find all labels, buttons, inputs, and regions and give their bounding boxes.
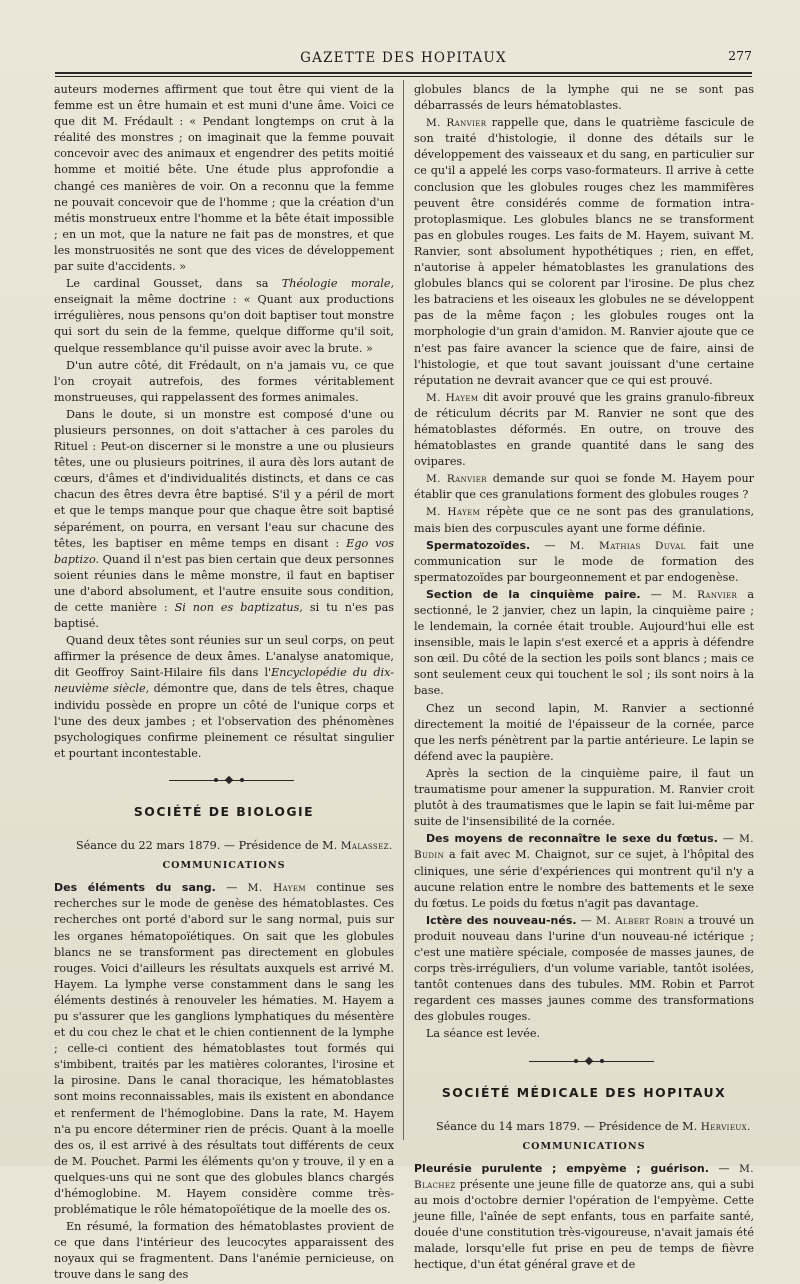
text: enseignait la même doctrine : « Quant aux productions irrégulières, nous pensons qu'on doit baptiser tout monstre qui sort du sein de la femme, quelque difforme qu'il soit, quelque ressemblance qu'il puisse avoir avec la brute. » [54,293,394,355]
paragraph: En résumé, la formation des hématoblastes provient de ce que dans l'intérieur des leucocytes apparaissent des noyaux qui se fragmentent. Dans l'anémie pernicieuse, on trouve dans le sang des [54,1220,394,1282]
italic-title: Théologie morale, [281,277,395,291]
text: si tu n'es pas baptisé. [54,601,394,631]
paragraph [414,390,754,470]
page-header [55,42,752,72]
text: présente une jeune fille de quatorze ans, qui a subi au mois d'octobre dernier l'opération de l'empyème. Cette jeune fille, l'aînée de sept enfants, tous en parfaite santé, douée d'une constitution très-vigoureuse, n'avait jamais été malade, lorsqu'elle fut prise en peu de temps de fièvre hectique, d'un état général grave et de [414,1177,754,1272]
text: a fait avec M. Chaignot, sur ce sujet, à l'hôpital des cliniques, une série d'expériences qui montrent qu'il n'y a aucune relation entre le nombre des battements et le sexe du fœtus. Le poids du fœtus n'agit pas davantage. [414,848,754,910]
speaker-name: M. Ranvier [426,473,487,486]
paragraph: Des moyens de reconnaître le sexe du fœtus. — M. Budin a fait avec M. Chaignot, sur ce sujet, à l'hôpital des cliniques, une série d'expériences qui montrent qu'il n'y a aucune relation entre le nombre des battements et le sexe du fœtus. Le poids du fœtus n'agit pas davantage. [414,832,754,910]
paragraph: Chez un second lapin, M. Ranvier a sectionné directement la moitié de l'épaisseur de la cornée, parce que les nerfs pénètrent par la partie antérieure. Le lapin se défend avec la paupière. [414,701,754,763]
paragraph [54,880,394,1218]
paragraph [54,276,394,356]
paragraph: D'un autre côté, dit Frédault, on n'a jamais vu, ce que l'on croyait autrefois, des formes véritablement monstrueuses, qui rappelassent des formes animales. [54,358,394,404]
left-column [54,82,395,1282]
text: Séance du 22 mars 1879. — Présidence de M. [76,839,341,853]
header-rule-thick [55,72,752,74]
paragraph: Section de la cinquième paire. — M. Ranvier a sectionné, le 2 janvier, chez un lapin, la cinquième paire ; le lendemain, la cornée était trouble. Aujourd'hui elle est insensible, mais le lapin s'est exercé et a appris à défendre son œil. Du côté de la section les poils sont blancs ; mais ce sont seulement ceux qui touchent le sol ; ils sont noirs à la base. [414,587,755,698]
paragraph [54,633,394,762]
section-heading: SOCIÉTÉ MÉDICALE DES HOPITAUX [441,1084,727,1100]
subheading: COMMUNICATIONS [522,1140,646,1152]
speaker-name: M. Hayem [426,391,479,404]
separator-dot [240,778,244,782]
separator-dot [214,778,218,782]
president-name: Hervieux. [700,1120,751,1133]
speaker-name: M. Ranvier [671,588,738,601]
paragraph: Ictère des nouveau-nés. — M. Albert Robin a trouvé un produit nouveau dans l'urine d'un nouveau-né ictérique ; c'est une matière spéciale, composée de masses jaunes, de corps très-irréguliers, d'un volume variable, tantôt isolées, tantôt contenues dans des tubules. MM. Robin et Parrot regardent ces masses jaunes comme des transformations des globules rouges. [414,913,754,1024]
right-column [414,82,755,1272]
paragraph: auteurs modernes affirment que tout être qui vient de la femme est un être humain et est muni d'une âme. Voici ce que dit M. Frédault : « Pendant longtemps on crut à la réalité des monstres ; on imaginait que la femme pouvait concevoir avec des animaux et engendrer des petits moitié homme et moitié bête. Une étude plus approfondie a changé ces manières de voir. On a reconnu que la femme ne pouvait concevoir que de l'homme ; que la création d'un métis monstrueux entre l'homme et la bête était impossible ; en un mot, que la nature ne fait pas de monstres, et que les monstruosités ne sont que des vices de développement par suite d'accidents. » [54,83,394,274]
text: demande sur quoi se fonde M. Hayem pour établir que ces granulations forment des globules rouges ? [414,472,754,502]
header-rule-thin [55,76,752,77]
entry-heading: Des éléments du sang. [54,881,216,895]
paragraph [414,504,754,536]
entry-heading: Section de la cinquième paire. [426,587,641,601]
subheading: COMMUNICATIONS [162,860,286,872]
paragraph: Spermatozoïdes. — M. Mathias Duval fait une communication sur le mode de formation des spermatozoïdes par bourgeonnement et par endogenèse. [414,538,754,584]
entry-heading: Des moyens de reconnaître le sexe du fœtus. [426,832,718,846]
speaker-name: M. Mathias Duval [569,539,686,552]
paragraph [54,407,394,632]
section-separator [414,1053,754,1071]
paragraph: globules blancs de la lymphe qui ne se sont pas débarrassés de leurs hématoblastes. [414,83,754,113]
speaker-name: M. Albert Robin [595,914,684,927]
text: répète que ce ne sont pas des granulations, mais bien des corpuscules ayant une forme définie. [414,505,754,535]
speaker-name: M. Blachez [414,1162,754,1191]
text: dit avoir prouvé que les grains granulo-fibreux de réticulum décrits par M. Ranvier ne sont que des hématoblastes déformés. En outre, on trouve des hématoblastes en grande quantité dans le sang des ovipares. [414,390,755,469]
text: démontre que, dans de tels êtres, chaque individu possède en propre un côté de l'unique corps et l'une des deux jambes ; et l'observation des phénomènes psychologiques confirme pleinement ce résultat singulier et pourtant incontestable. [54,682,394,760]
president-name: Malassez. [340,840,393,853]
text: fait une communication sur le mode de formation des spermatozoïdes par bourgeonnement et par endogenèse. [414,538,754,584]
speaker-name: M. Hayem [426,506,481,519]
text: continue ses recherches sur le mode de genèse des hématoblastes. Ces recherches ont porté d'abord sur le sang normal, puis sur les organes hématopoïétiques. On sait que les globules blancs ne se transforment pas directement en globules rouges. Voici d'ailleurs les résultats auxquels est arrivé M. Hayem. La lymphe verse constamment dans le sang les éléments destinés à renouveler les hématies. M. Hayem a pu s'assurer que les ganglions lymphatiques du mésentère et du cou chez le chat et le chien contiennent de la lymphe ; celle-ci contient des hématoblastes tout formés qui s'imbibent, traités par les matières colorantes, l'irosine et la pirosine. Dans le canal thoracique, les hématoblastes sont moins reconnaissables, mais ils existent en abondance et renferment de l'hémoglobine. Dans la rate, M. Hayem n'a pu encore déterminer rien de précis. Quant à la moelle des os, il est arrivé à des résultats tout différents de ceux de M. Pouchet. Parmi les éléments qu'on y trouve, il y en a quelques-uns qui ne sont que des globules blancs chargés d'hémoglobine. M. Hayem considère comme très-problématique le rôle hématopoïétique de la moelle des os. [54,881,395,1217]
page-number: 277 [728,48,752,63]
seance-line [414,1119,754,1135]
entry-heading: Pleurésie purulente ; empyème ; guérison. [414,1161,709,1175]
italic-title: Encyclopédie du dix-neuvième siècle, [54,666,394,696]
separator-dot [600,1059,604,1063]
italic-latin: Ego vos baptizo. [54,536,394,566]
entry-heading: Ictère des nouveau-nés. [426,913,577,927]
text: Quand deux têtes sont réunies sur un seul corps, on peut affirmer la présence de deux âmes. L'analyse anatomique, dit Geoffroy Saint-Hilaire fils dans l' [54,634,394,680]
paragraph: Pleurésie purulente ; empyème ; guérison. — M. Blachez présente une jeune fille de quatorze ans, qui a subi au mois d'octobre dernier l'opération de l'empyème. Cette jeune fille, l'aînée de sept enfants, tous en parfaite santé, douée d'une constitution très-vigoureuse, n'avait jamais été malade, lorsqu'elle fut prise en peu de temps de fièvre hectique, d'un état général grave et de [414,1161,754,1272]
section-heading: SOCIÉTÉ DE BIOLOGIE [133,803,315,819]
paragraph [414,471,754,503]
paragraph: Après la section de la cinquième paire, il faut un traumatisme pour amener la suppuration. M. Ranvier croit plutôt à des traumatismes que le lapin se fait lui-même par suite de l'insensibilité de la cornée. [414,766,754,829]
text: Séance du 14 mars 1879. — Présidence de M. [436,1119,701,1133]
text: Le cardinal Gousset, dans sa [66,277,282,291]
text: a sectionné, le 2 janvier, chez un lapin, la cinquième paire ; le lendemain, la cornée était trouble. Aujourd'hui elle est insensible, mais le lapin s'est exercé et a appris à défendre son œil. Du côté de la section les poils sont blancs ; mais ce sont seulement ceux qui touchent le sol ; ils sont noirs à la base. [414,587,755,698]
text: rappelle que, dans le quatrième fascicule de son traité d'histologie, il donne des détails sur le développement des vaisseaux et du sang, en particulier sur ce qu'il a appelé les corps vaso-formateurs. Il arrive à cette conclusion que les globules rouges chez les mammifères peuvent être considérés comme de formation intra-protoplasmique. Les globules blancs ne se transforment pas en globules rouges. Les faits de M. Hayem, suivant M. Ranvier, sont absolument hypothétiques ; rien, en effet, n'autorise à appeler hématoblastes les granulations des globules blancs qui se colorent par l'irosine. De plus chez les batraciens et les oiseaux les globules ne se développent pas de la même façon ; les globules rouges ont la morphologie d'un grain d'amidon. M. Ranvier ajoute que ce n'est pas faire avancer la science que de faire, ainsi de l'histologie, et que tout savant jouissant d'une certaine réputation ne devrait avancer que ce qui est prouvé. [414,116,754,387]
paragraph [414,115,754,389]
text: a trouvé un produit nouveau dans l'urine d'un nouveau-né ictérique ; c'est une matière spéciale, composée de masses jaunes, de corps très-irréguliers, d'un volume variable, tantôt isolées, tantôt contenues dans des tubules. MM. Robin et Parrot regardent ces masses jaunes comme des transformations des globules rouges. [414,913,754,1024]
column-divider [403,80,404,1140]
text: Quand il n'est pas bien certain que deux personnes soient réunies dans le même monstre, il faut en baptiser une d'abord absolument, et l'autre ensuite sous condition, de cette manière : [54,552,394,614]
separator-dot [574,1059,578,1063]
separator-diamond [225,776,233,784]
text: — [215,881,248,895]
separator-diamond [585,1056,593,1064]
seance-line [54,838,394,854]
speaker-name: M. Budin [414,833,754,862]
speaker-name: M. Hayem [247,882,306,895]
speaker-name: M. Ranvier [426,117,487,130]
paragraph: La séance est levée. [426,1027,541,1041]
section-separator [54,772,394,790]
italic-latin: Si non es baptizatus, [174,601,303,614]
text: Dans le doute, si un monstre est composé d'une ou plusieurs personnes, on doit s'attacher à ces paroles du Rituel : Peut-on discerner si le monstre a une ou plusieurs têtes, une ou plusieurs poitrines, il aura dès lors autant de cœurs, d'âmes et d'individualités distincts, et dans ce cas chacun des êtres devra être baptisé. S'il y a péril de mort et que le temps manque pour que chaque être soit baptisé séparément, on pourra, en versant l'eau sur chacune des têtes, les baptiser en même temps en disant : [54,407,394,550]
entry-heading: Spermatozoïdes. [426,538,531,552]
running-title: GAZETTE DES HOPITAUX [300,50,507,66]
